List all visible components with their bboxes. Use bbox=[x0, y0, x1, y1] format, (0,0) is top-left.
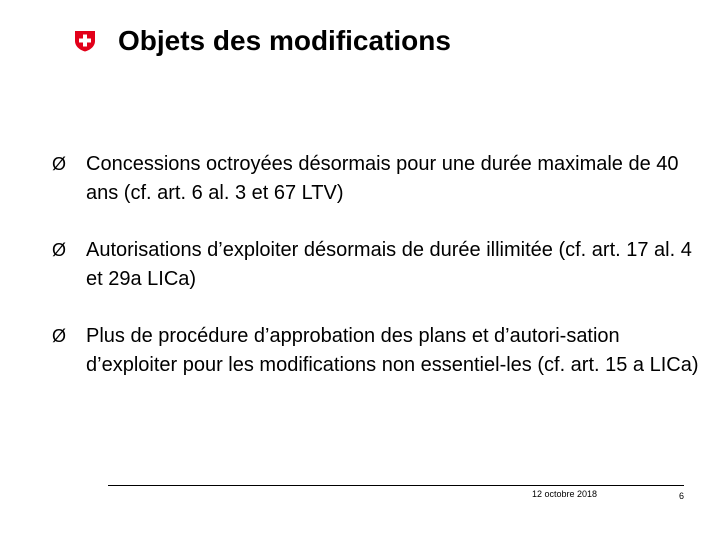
bullet-list bbox=[50, 150, 700, 408]
bullet-text: Concessions octroyées désormais pour une durée maximale de 40 ans (cf. art. 6 al. 3 et 67 LTV) bbox=[86, 153, 679, 204]
bullet-item bbox=[50, 236, 700, 294]
arrow-bullet-icon: Ø bbox=[52, 326, 67, 346]
bullet-item bbox=[50, 150, 700, 208]
slide-title: Objets des modifications bbox=[118, 25, 451, 56]
bullet-text: Plus de procédure d’approbation des plans et d’autori-sation d’exploiter pour les modifications non essentiel-les (cf. art. 15 a LICa) bbox=[86, 325, 699, 376]
footer-date: 12 octobre 2018 bbox=[532, 489, 598, 499]
footer-divider bbox=[108, 485, 684, 486]
bullet-text: Autorisations d’exploiter désormais de durée illimitée (cf. art. 17 al. 4 et 29a LICa) bbox=[86, 239, 692, 290]
arrow-bullet-icon: Ø bbox=[52, 240, 67, 260]
swiss-cross-icon bbox=[74, 30, 96, 52]
bullet-item bbox=[50, 322, 700, 380]
page-number: 6 bbox=[679, 491, 685, 501]
arrow-bullet-icon: Ø bbox=[52, 154, 67, 174]
